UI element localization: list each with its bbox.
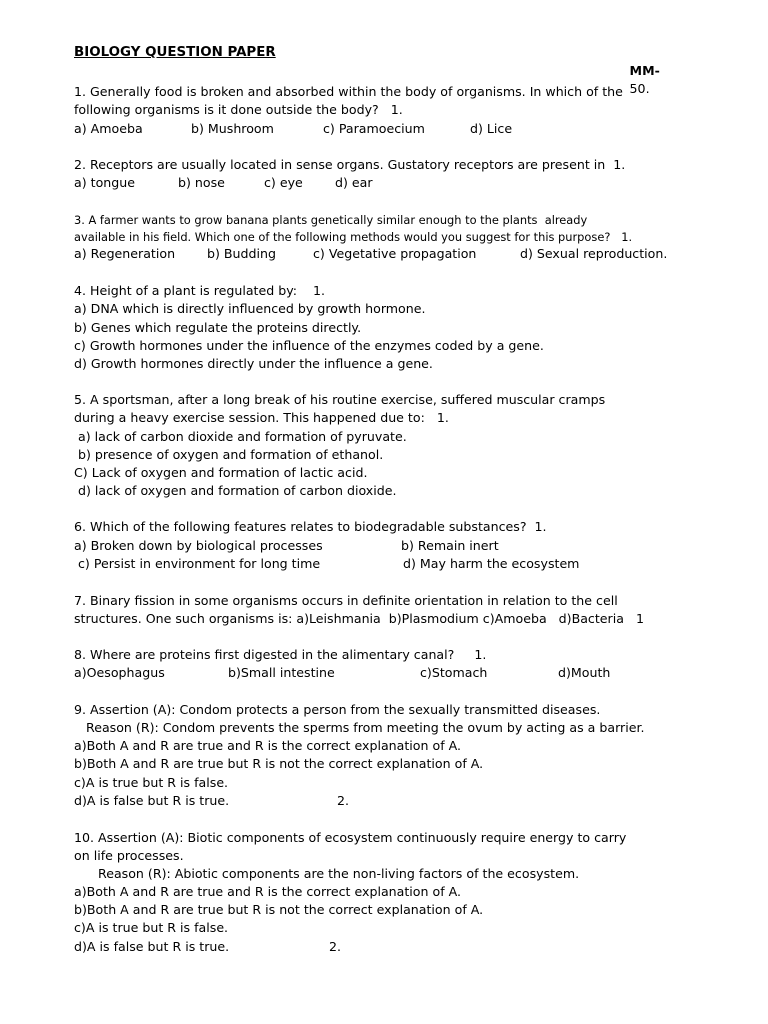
q1-line1: 1. Generally food is broken and absorbed within the body of organisms. In which of the <box>74 84 623 99</box>
q9-reason: Reason (R): Condom prevents the sperms from meeting the ovum by acting as a barrier. <box>74 720 645 735</box>
q9-option-b: b)Both A and R are true but R is not the correct explanation of A. <box>74 756 484 771</box>
q5-option-c: C) Lack of oxygen and formation of lactic acid. <box>74 465 368 480</box>
q2-option-c: c) eye <box>264 175 303 190</box>
q9-marks: 2. <box>337 793 350 808</box>
q8-option-a: a)Oesophagus <box>74 665 165 680</box>
q3-line2: available in his field. Which one of the following methods would you suggest for this purpose? 1. <box>74 230 633 244</box>
q5-line2: during a heavy exercise session. This happened due to: 1. <box>74 410 449 425</box>
q1-option-b: b) Mushroom <box>191 121 274 136</box>
q6-option-b: b) Remain inert <box>401 538 499 553</box>
q1-line2: following organisms is it done outside the body? 1. <box>74 102 403 117</box>
q5-line1: 5. A sportsman, after a long break of his routine exercise, suffered muscular cramps <box>74 392 606 407</box>
q10-option-a: a)Both A and R are true and R is the correct explanation of A. <box>74 884 462 899</box>
q8-line1: 8. Where are proteins first digested in the alimentary canal? 1. <box>74 647 487 662</box>
q1-option-a: a) Amoeba <box>74 121 143 136</box>
q3-option-b: b) Budding <box>207 246 276 261</box>
q9-option-d: d)A is false but R is true. <box>74 793 230 808</box>
max-marks-label: MM- <box>629 63 660 78</box>
q6-line1: 6. Which of the following features relates to biodegradable substances? 1. <box>74 519 547 534</box>
q10-assertion-line1: 10. Assertion (A): Biotic components of ecosystem continuously require energy to carry <box>74 830 627 845</box>
q3-option-d: d) Sexual reproduction. <box>520 246 668 261</box>
q8-option-c: c)Stomach <box>420 665 488 680</box>
q7-line2: structures. One such organisms is: a)Leishmania b)Plasmodium c)Amoeba d)Bacteria 1 <box>74 611 644 626</box>
q10-option-b: b)Both A and R are true but R is not the correct explanation of A. <box>74 902 484 917</box>
q5-option-d: d) lack of oxygen and formation of carbon dioxide. <box>74 483 397 498</box>
q2-option-a: a) tongue <box>74 175 135 190</box>
q1-option-d: d) Lice <box>470 121 513 136</box>
q5-option-a: a) lack of carbon dioxide and formation of pyruvate. <box>74 429 407 444</box>
q10-assertion-line2: on life processes. <box>74 848 184 863</box>
q3-line1: 3. A farmer wants to grow banana plants genetically similar enough to the plants already <box>74 213 588 227</box>
q8-option-d: d)Mouth <box>558 665 611 680</box>
q6-option-a: a) Broken down by biological processes <box>74 538 323 553</box>
q9-option-a: a)Both A and R are true and R is the correct explanation of A. <box>74 738 462 753</box>
q7-line1: 7. Binary fission in some organisms occurs in definite orientation in relation to the cell <box>74 593 618 608</box>
q9-option-c: c)A is true but R is false. <box>74 775 229 790</box>
q4-option-a: a) DNA which is directly influenced by growth hormone. <box>74 301 426 316</box>
q10-option-c: c)A is true but R is false. <box>74 920 229 935</box>
q6-option-c: c) Persist in environment for long time <box>74 556 321 571</box>
q3-option-c: c) Vegetative propagation <box>313 246 477 261</box>
q10-marks: 2. <box>329 939 342 954</box>
q4-option-c: c) Growth hormones under the influence of the enzymes coded by a gene. <box>74 338 544 353</box>
q1-option-c: c) Paramoecium <box>323 121 425 136</box>
q10-option-d: d)A is false but R is true. <box>74 939 230 954</box>
max-marks <box>612 44 660 116</box>
q4-option-b: b) Genes which regulate the proteins directly. <box>74 320 362 335</box>
q5-option-b: b) presence of oxygen and formation of ethanol. <box>74 447 384 462</box>
q6-option-d: d) May harm the ecosystem <box>403 556 580 571</box>
q4-option-d: d) Growth hormones directly under the influence a gene. <box>74 356 433 371</box>
page-title: BIOLOGY QUESTION PAPER <box>74 45 276 60</box>
q2-line1: 2. Receptors are usually located in sense organs. Gustatory receptors are present in 1. <box>74 157 626 172</box>
q10-reason: Reason (R): Abiotic components are the non-living factors of the ecosystem. <box>74 866 580 881</box>
q4-line1: 4. Height of a plant is regulated by: 1. <box>74 283 326 298</box>
q9-assertion: 9. Assertion (A): Condom protects a person from the sexually transmitted diseases. <box>74 702 601 717</box>
q3-option-a: a) Regeneration <box>74 246 176 261</box>
q2-option-b: b) nose <box>178 175 225 190</box>
q2-option-d: d) ear <box>335 175 373 190</box>
max-marks-value: 50. <box>629 81 650 96</box>
q8-option-b: b)Small intestine <box>228 665 335 680</box>
